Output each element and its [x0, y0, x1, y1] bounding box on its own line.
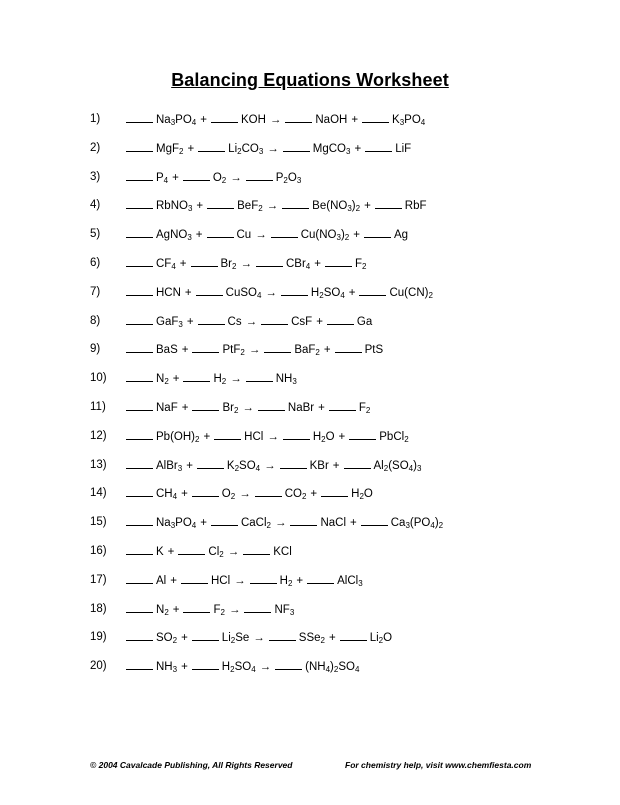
plus-sign: + [181, 344, 189, 357]
plus-sign: + [181, 661, 188, 674]
equation-number: 3) [90, 170, 101, 183]
plus-sign: + [314, 258, 321, 270]
chemical-formula: $(NH_4)_2SO_4$ [305, 661, 360, 675]
plus-sign: + [328, 632, 336, 645]
coefficient-blank[interactable] [126, 571, 153, 584]
equation-number: 11) [90, 401, 106, 413]
coefficient-blank[interactable] [261, 312, 288, 325]
chemical-formula: $NH_3$ [156, 661, 178, 675]
chemical-formula: CsF [291, 315, 313, 328]
coefficient-blank[interactable] [207, 196, 234, 209]
equation-terms [126, 254, 370, 273]
plus-sign: + [203, 430, 211, 443]
chemical-formula: CuSO$_4$ [225, 286, 262, 300]
chemical-formula: $NH_3$ [275, 373, 297, 387]
equation-row [0, 225, 620, 243]
plus-sign: + [186, 459, 193, 472]
chemical-formula: $Br_2$ [220, 258, 237, 271]
chemical-formula: $Be(NO_3)_2$ [312, 200, 361, 214]
equation-terms [126, 484, 377, 503]
chemical-formula: KBr [309, 459, 329, 472]
coefficient-blank[interactable] [197, 456, 224, 469]
equation-terms [126, 571, 367, 590]
copyright-notice: © 2004 Cavalcade Publishing, All Rights Reserved [90, 760, 293, 770]
coefficient-blank[interactable] [126, 225, 153, 238]
chemical-formula: $K_3PO_4$ [392, 114, 426, 127]
chemical-formula: LiF [395, 142, 412, 155]
coefficient-blank[interactable] [246, 168, 273, 181]
equation-number: 9) [90, 343, 101, 356]
equation-terms [126, 196, 431, 215]
chemical-formula: K [156, 546, 164, 558]
plus-sign: + [181, 488, 188, 501]
coefficient-blank[interactable] [271, 225, 298, 238]
equation-number: 10) [90, 372, 107, 385]
plus-sign: + [350, 517, 357, 530]
plus-sign: + [200, 114, 207, 126]
plus-sign: + [186, 315, 194, 328]
equation-row [0, 513, 620, 531]
reaction-arrow-icon: → [267, 430, 279, 443]
plus-sign: + [196, 200, 204, 213]
coefficient-blank[interactable] [359, 283, 386, 296]
chemical-formula: HCN [156, 286, 181, 299]
chemical-formula: $H_2SO_4$ [310, 286, 345, 300]
equation-terms [126, 427, 413, 446]
coefficient-blank[interactable] [327, 312, 354, 325]
reaction-arrow-icon: → [239, 488, 251, 501]
coefficient-blank[interactable] [290, 513, 317, 526]
chemical-formula: NaF [156, 402, 178, 414]
equation-number: 16) [90, 545, 107, 557]
reaction-arrow-icon: → [228, 603, 241, 616]
equation-terms [126, 110, 429, 129]
chemical-formula: $CF_4$ [156, 258, 176, 271]
chemical-formula: $Cu(NO_3)_2$ [300, 229, 350, 243]
coefficient-blank[interactable] [285, 110, 312, 123]
plus-sign: + [354, 142, 362, 155]
coefficient-blank[interactable] [126, 398, 153, 411]
reaction-arrow-icon: → [274, 517, 287, 530]
chemical-formula: $Cu(CN)_2$ [389, 286, 433, 300]
coefficient-blank[interactable] [126, 110, 153, 123]
coefficient-blank[interactable] [280, 456, 307, 469]
chemical-formula: RbNO$_3$ [156, 200, 193, 214]
chemical-formula: PbCl$_2$ [379, 430, 409, 444]
equation-number: 20) [90, 660, 107, 673]
coefficient-blank[interactable] [198, 139, 225, 152]
reaction-arrow-icon: → [227, 546, 240, 558]
reaction-arrow-icon: → [265, 286, 277, 299]
plus-sign: + [318, 402, 325, 414]
chemical-formula: $H_2$ [213, 373, 227, 387]
plus-sign: + [310, 488, 318, 501]
equation-row [0, 283, 620, 301]
equation-terms [126, 168, 305, 187]
equation-terms [126, 283, 437, 302]
coefficient-blank[interactable] [183, 369, 210, 382]
coefficient-blank[interactable] [275, 657, 302, 670]
equation-terms [126, 600, 298, 619]
coefficient-blank[interactable] [243, 542, 270, 555]
equation-number: 15) [90, 516, 107, 529]
reaction-arrow-icon: → [248, 344, 261, 357]
equation-terms [126, 225, 412, 244]
coefficient-blank[interactable] [258, 398, 285, 411]
chemical-formula: BeF$_2$ [237, 200, 263, 214]
chemical-formula: $O_2$ [212, 171, 227, 185]
coefficient-blank[interactable] [244, 600, 271, 613]
equation-number: 7) [90, 285, 101, 298]
coefficient-blank[interactable] [246, 369, 273, 382]
chemical-formula: $H_2SO_4$ [221, 661, 256, 675]
chemical-formula: Ag [393, 229, 409, 242]
equation-number: 6) [90, 257, 101, 269]
reaction-arrow-icon: → [230, 171, 242, 184]
coefficient-blank[interactable] [126, 168, 153, 181]
chemical-formula: NaOH [315, 114, 348, 126]
reaction-arrow-icon: → [230, 373, 242, 386]
chemical-formula: $SO_2$ [156, 632, 178, 646]
equation-row [0, 571, 620, 589]
plus-sign: + [348, 286, 356, 299]
chemical-formula: $Br_2$ [222, 402, 239, 415]
plus-sign: + [296, 574, 304, 587]
reaction-arrow-icon: → [245, 315, 258, 328]
chemical-formula: KOH [240, 114, 266, 126]
equation-row [0, 484, 620, 502]
plus-sign: + [187, 142, 195, 155]
chemical-formula: $H_2O$ [312, 430, 335, 444]
plus-sign: + [332, 459, 340, 472]
chemical-formula: NaCl [320, 517, 347, 530]
plus-sign: + [323, 344, 331, 357]
plus-sign: + [181, 402, 189, 414]
equation-row [0, 312, 620, 330]
equation-number: 2) [90, 141, 101, 154]
plus-sign: + [181, 632, 188, 645]
chemical-formula: $K_2SO_4$ [226, 459, 261, 473]
coefficient-blank[interactable] [307, 571, 334, 584]
plus-sign: + [338, 430, 346, 443]
equation-row [0, 340, 620, 358]
chemical-formula: Cu [236, 229, 252, 242]
coefficient-blank[interactable] [340, 628, 367, 641]
coefficient-blank[interactable] [198, 312, 225, 325]
chemical-formula: $Cl_2$ [208, 546, 224, 559]
coefficient-blank[interactable] [375, 196, 402, 209]
plus-sign: + [195, 229, 203, 242]
worksheet-title: Balancing Equations Worksheet [171, 70, 449, 90]
coefficient-blank[interactable] [126, 427, 153, 440]
chemical-formula: GaF$_3$ [156, 315, 183, 329]
chemical-formula: $Pb(OH)_2$ [156, 430, 200, 444]
plus-sign: + [172, 603, 180, 616]
reaction-arrow-icon: → [259, 661, 272, 674]
chemical-formula: CBr$_4$ [285, 258, 311, 271]
coefficient-blank[interactable] [264, 340, 291, 353]
chemical-formula: HCl [244, 430, 264, 443]
plus-sign: + [200, 517, 207, 530]
coefficient-blank[interactable] [211, 110, 238, 123]
equation-number: 19) [90, 631, 107, 644]
coefficient-blank[interactable] [250, 571, 277, 584]
chemical-formula: BaF$_2$ [294, 344, 320, 358]
equation-row [0, 369, 620, 387]
coefficient-blank[interactable] [126, 542, 153, 555]
coefficient-blank[interactable] [269, 628, 296, 641]
reaction-arrow-icon: → [269, 114, 282, 126]
coefficient-blank[interactable] [349, 427, 376, 440]
chemical-formula: $P_2O_3$ [275, 171, 302, 185]
chemical-formula: $F_2$ [354, 258, 367, 271]
equation-terms [126, 340, 387, 359]
chemical-formula: Cs [227, 315, 242, 328]
help-link-text: For chemistry help, visit www.chemfiesta.com [345, 760, 532, 770]
chemical-formula: $Al_2(SO_4)_3$ [373, 459, 422, 473]
chemical-formula: $Li_2O$ [369, 632, 393, 646]
equation-row [0, 542, 620, 560]
equation-row [0, 657, 620, 675]
equation-row [0, 456, 620, 474]
equation-number: 13) [90, 458, 107, 471]
equation-terms [126, 369, 301, 388]
reaction-arrow-icon: → [240, 258, 252, 270]
plus-sign: + [353, 229, 360, 242]
chemical-formula: RbF [404, 200, 427, 213]
equation-number: 17) [90, 573, 107, 586]
chemical-formula: Al [156, 574, 167, 587]
coefficient-blank[interactable] [192, 398, 219, 411]
chemical-formula: AgNO$_3$ [156, 229, 192, 243]
coefficient-blank[interactable] [126, 254, 153, 267]
coefficient-blank[interactable] [192, 484, 219, 497]
coefficient-blank[interactable] [335, 340, 362, 353]
equation-terms [126, 312, 376, 331]
chemical-formula: NaBr [287, 402, 315, 414]
equation-row [0, 398, 620, 416]
chemical-formula: $Ca_3(PO_4)_2$ [390, 517, 444, 531]
coefficient-blank[interactable] [362, 110, 389, 123]
coefficient-blank[interactable] [126, 196, 153, 209]
chemical-formula: SSe$_2$ [298, 632, 325, 646]
coefficient-blank[interactable] [344, 456, 371, 469]
coefficient-blank[interactable] [183, 168, 210, 181]
chemical-formula: $CH_4$ [156, 488, 178, 502]
coefficient-blank[interactable] [192, 657, 219, 670]
coefficient-blank[interactable] [126, 456, 153, 469]
chemical-formula: $N_2$ [156, 603, 169, 617]
coefficient-blank[interactable] [126, 340, 153, 353]
coefficient-blank[interactable] [192, 628, 219, 641]
coefficient-blank[interactable] [126, 283, 153, 296]
coefficient-blank[interactable] [126, 369, 153, 382]
coefficient-blank[interactable] [192, 340, 219, 353]
reaction-arrow-icon: → [264, 459, 276, 472]
equation-number: 1) [90, 113, 101, 125]
coefficient-blank[interactable] [255, 484, 282, 497]
equation-row [0, 168, 620, 186]
equation-row [0, 427, 620, 445]
coefficient-blank[interactable] [361, 513, 388, 526]
coefficient-blank[interactable] [283, 139, 310, 152]
chemical-formula: AlBr$_3$ [156, 459, 183, 473]
coefficient-blank[interactable] [329, 398, 356, 411]
equation-row [0, 628, 620, 646]
coefficient-blank[interactable] [126, 657, 153, 670]
plus-sign: + [351, 114, 359, 126]
equation-terms [126, 139, 415, 158]
chemical-formula: CaCl$_2$ [240, 517, 271, 531]
chemical-formula: AlCl$_3$ [337, 574, 363, 588]
plus-sign: + [179, 258, 187, 270]
chemical-formula: $F_2$ [213, 603, 225, 617]
chemical-formula: HCl [210, 574, 231, 587]
equation-terms [126, 456, 425, 475]
chemical-formula: MgCO$_3$ [312, 142, 351, 156]
chemical-formula: $Li_2Se$ [221, 632, 250, 646]
coefficient-blank[interactable] [183, 600, 210, 613]
coefficient-blank[interactable] [214, 427, 241, 440]
coefficient-blank[interactable] [325, 254, 352, 267]
coefficient-blank[interactable] [282, 196, 309, 209]
chemical-formula: $NF_3$ [274, 603, 295, 617]
equation-row [0, 110, 620, 128]
plus-sign: + [364, 200, 371, 213]
coefficient-blank[interactable] [126, 600, 153, 613]
coefficient-blank[interactable] [283, 427, 310, 440]
chemical-formula: $Li_2CO_3$ [228, 142, 264, 156]
equation-terms [126, 657, 363, 676]
plus-sign: + [167, 546, 175, 558]
equation-row [0, 600, 620, 618]
equation-row [0, 139, 620, 157]
chemical-formula: PtS [364, 344, 384, 357]
reaction-arrow-icon: → [267, 142, 279, 155]
chemical-formula: PtF$_2$ [222, 344, 245, 358]
chemical-formula: $F_2$ [358, 402, 371, 415]
coefficient-blank[interactable] [256, 254, 283, 267]
coefficient-blank[interactable] [321, 484, 348, 497]
equation-terms [126, 513, 447, 532]
chemical-formula: MgF$_2$ [156, 142, 184, 156]
equation-number: 4) [90, 199, 101, 212]
equation-number: 18) [90, 602, 107, 615]
equation-number: 14) [90, 487, 107, 500]
chemical-formula: $P_4$ [156, 171, 169, 185]
chemical-formula: KCl [273, 546, 292, 558]
reaction-arrow-icon: → [234, 574, 246, 587]
chemical-formula: $H_2$ [279, 574, 293, 588]
coefficient-blank[interactable] [126, 628, 153, 641]
coefficient-blank[interactable] [365, 139, 392, 152]
coefficient-blank[interactable] [178, 542, 205, 555]
plus-sign: + [184, 286, 192, 299]
chemical-formula: $Na_3PO_4$ [156, 517, 197, 531]
coefficient-blank[interactable] [126, 484, 153, 497]
chemical-formula: $N_2$ [156, 373, 169, 387]
coefficient-blank[interactable] [364, 225, 391, 238]
equation-row [0, 254, 620, 272]
reaction-arrow-icon: → [242, 402, 254, 414]
plus-sign: + [316, 315, 323, 328]
coefficient-blank[interactable] [181, 571, 208, 584]
chemical-formula: $CO_2$ [284, 488, 307, 502]
coefficient-blank[interactable] [126, 139, 153, 152]
chemical-formula: BaS [156, 344, 178, 357]
chemical-formula: Ga [356, 315, 373, 328]
reaction-arrow-icon: → [255, 229, 267, 242]
coefficient-blank[interactable] [126, 513, 153, 526]
coefficient-blank[interactable] [281, 283, 308, 296]
equation-number: 12) [90, 429, 107, 442]
coefficient-blank[interactable] [211, 513, 238, 526]
chemical-formula: $H_2O$ [351, 488, 373, 502]
equation-number: 5) [90, 228, 101, 241]
reaction-arrow-icon: → [266, 200, 279, 213]
equation-number: 8) [90, 314, 101, 327]
coefficient-blank[interactable] [191, 254, 218, 267]
chemical-formula: $O_2$ [221, 488, 236, 502]
coefficient-blank[interactable] [207, 225, 234, 238]
reaction-arrow-icon: → [253, 632, 265, 645]
equation-row [0, 196, 620, 214]
equation-terms [126, 628, 396, 647]
equation-terms [126, 398, 374, 417]
coefficient-blank[interactable] [196, 283, 223, 296]
plus-sign: + [170, 574, 177, 587]
plus-sign: + [172, 373, 180, 386]
chemical-formula: $Na_3PO_4$ [156, 114, 197, 127]
coefficient-blank[interactable] [126, 312, 153, 325]
plus-sign: + [172, 171, 179, 184]
equation-terms [126, 542, 296, 561]
